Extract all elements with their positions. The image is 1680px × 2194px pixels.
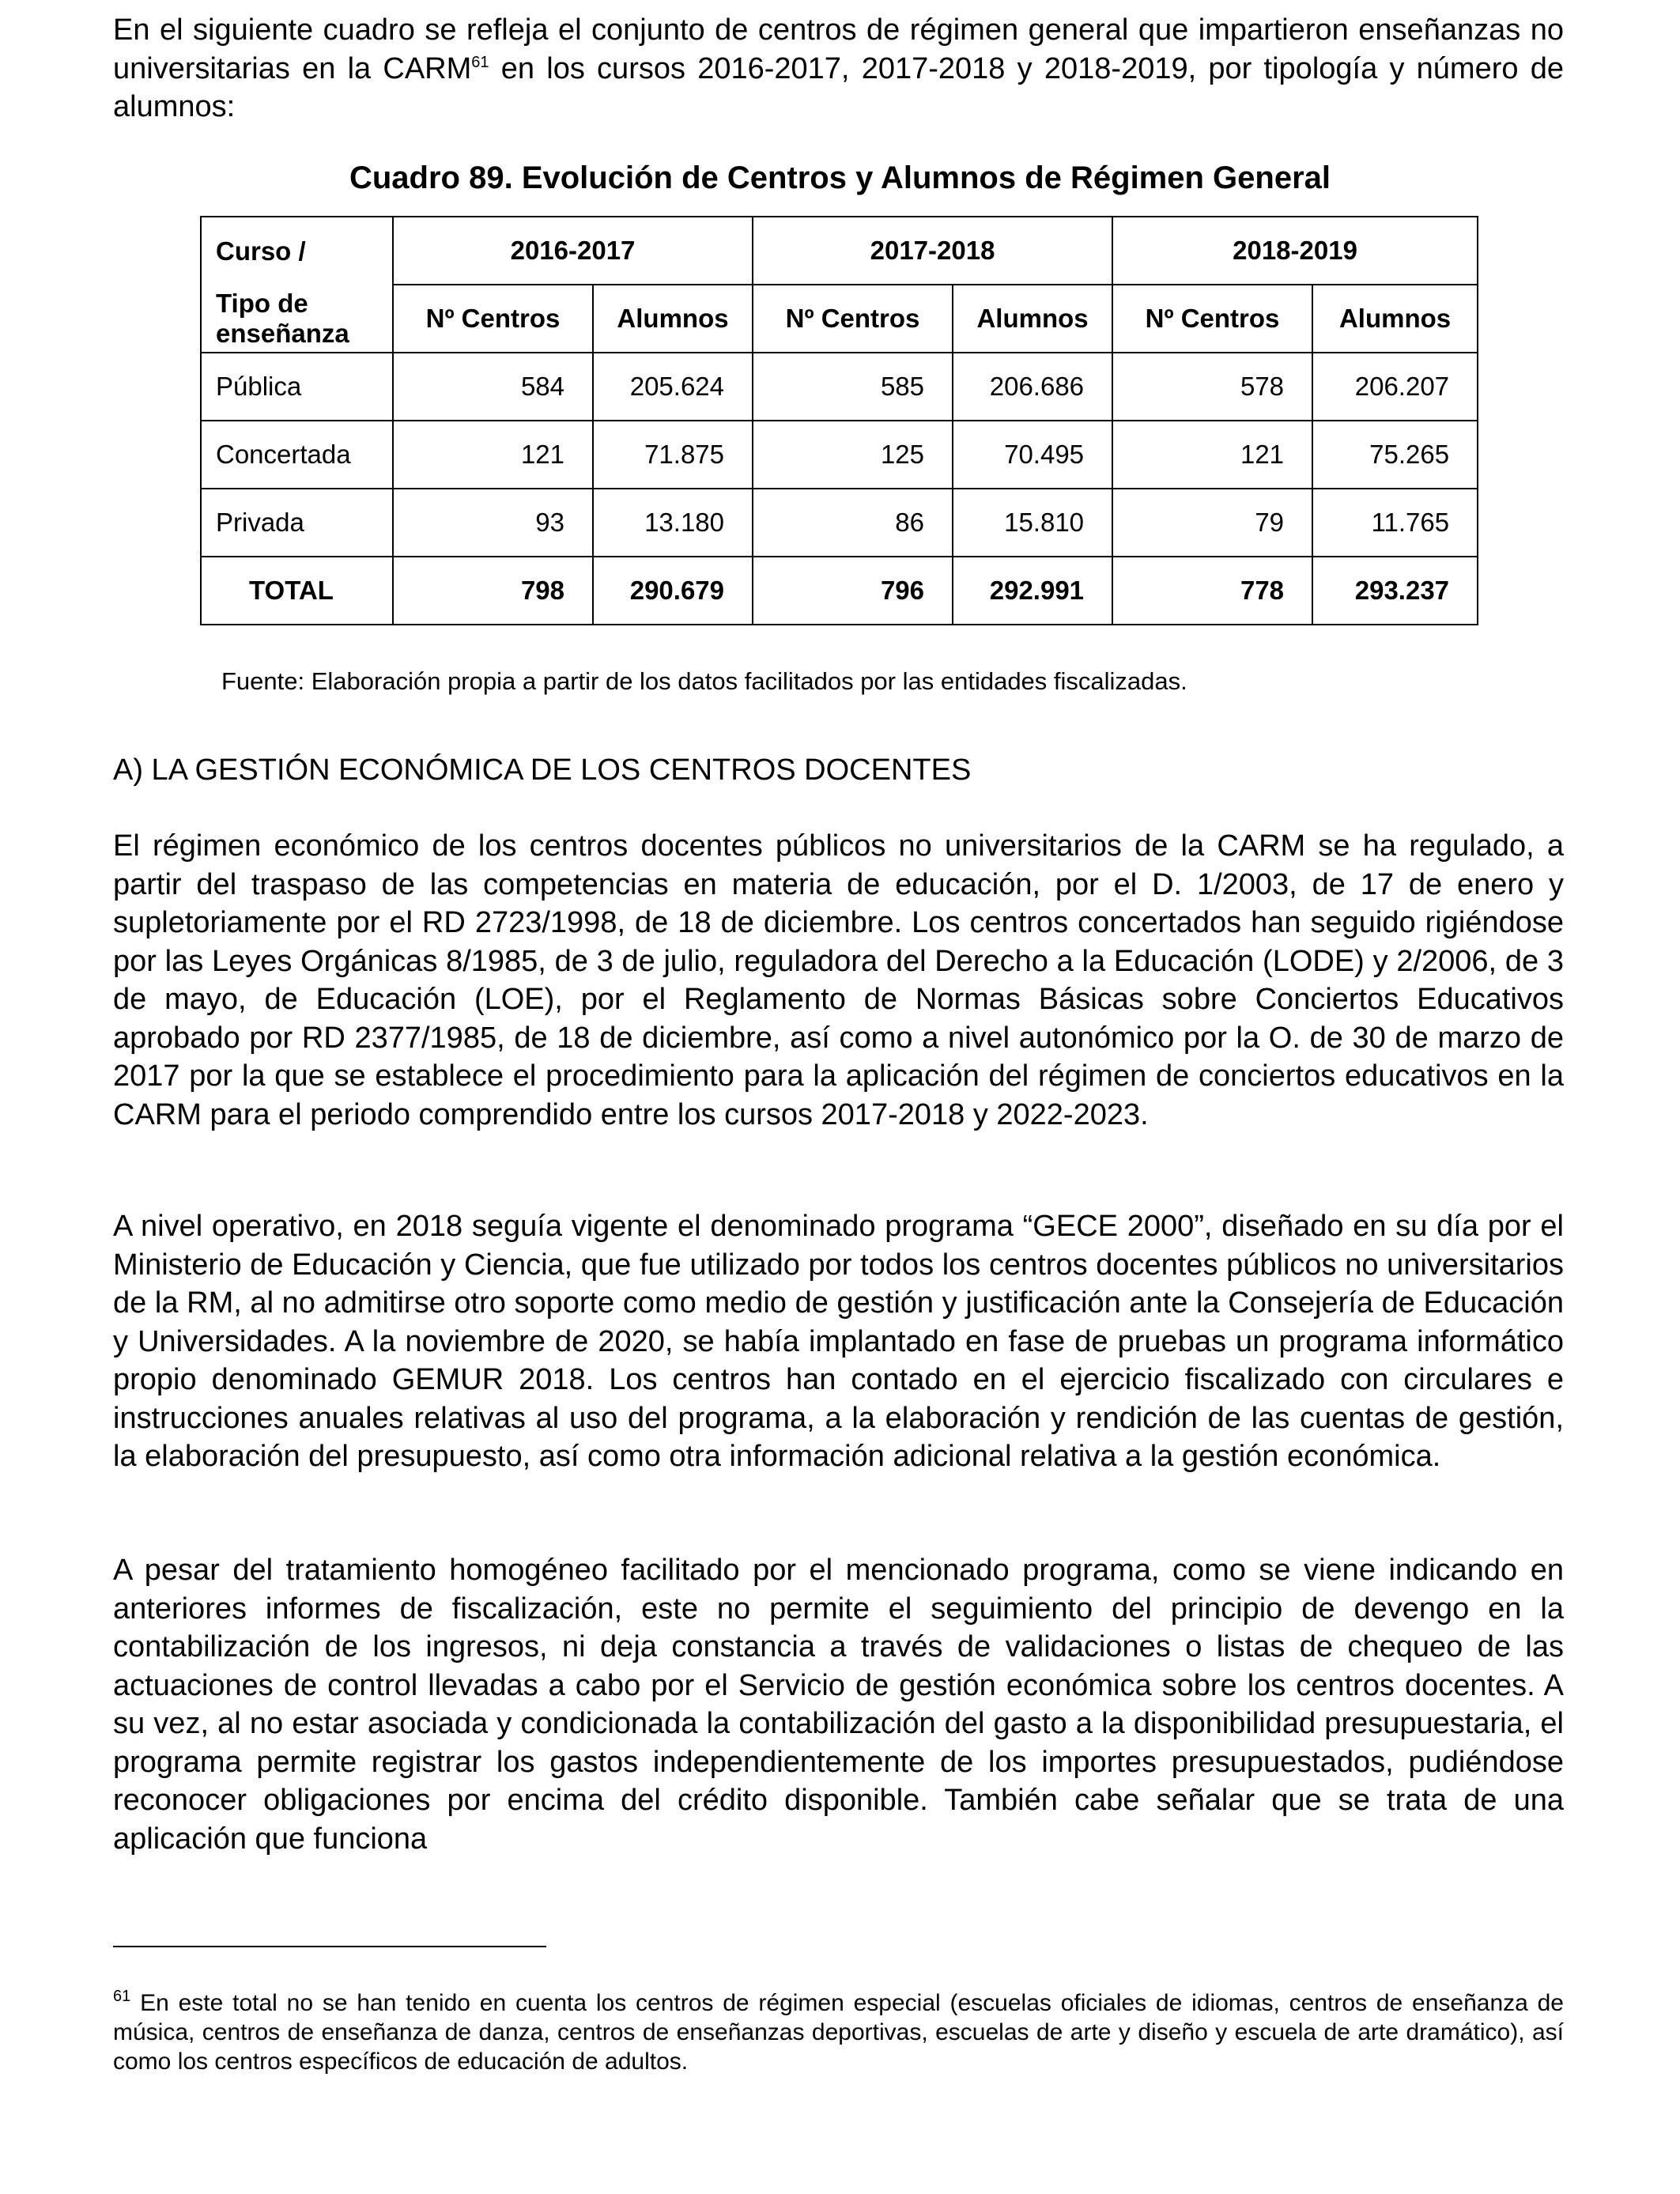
- cell-alumnos: 15.810: [953, 489, 1112, 557]
- total-centros: 798: [393, 557, 593, 625]
- row-label: Privada: [201, 489, 393, 557]
- total-alumnos: 293.237: [1312, 557, 1478, 625]
- table-row: [201, 489, 1478, 557]
- intro-text-end: en los cursos 2016-2017, 2017-2018 y 2018-2019, por tipología y número de alumnos:: [113, 51, 1565, 123]
- footnote-text: En este total no se han tenido en cuenta los centros de régimen especial (escuelas oficiales de idiomas, centros de enseñanza de música, centros de enseñanza de danza, centros de enseñanzas deportivas, escuelas de arte y diseño y escuela de arte dramático), así como los centros específicos de educación de adultos.: [113, 1990, 1564, 2075]
- cell-centros: 578: [1112, 353, 1312, 421]
- cell-alumnos: 206.207: [1312, 353, 1478, 421]
- column-header-alumnos: Alumnos: [953, 285, 1112, 353]
- cell-alumnos: 11.765: [1312, 489, 1478, 557]
- row-label: Concertada: [201, 421, 393, 489]
- total-label: TOTAL: [201, 557, 393, 625]
- cell-centros: 121: [1112, 421, 1312, 489]
- paragraph: El régimen económico de los centros docentes públicos no universitarios de la CARM se ha regulado, a partir del traspaso de las competencias en materia de educación, por el D. 1/2003, de 17 de enero y supletoriamente por el RD 2723/1998, de 18 de diciembre. Los centros concertados han seguido rigiéndose por las Leyes Orgánicas 8/1985, de 3 de julio, reguladora del Derecho a la Educación (LODE) y 2/2006, de 3 de mayo, de Educación (LOE), por el Reglamento de Normas Básicas sobre Conciertos Educativos aprobado por RD 2377/1985, de 18 de diciembre, así como a nivel autonómico por la O. de 30 de marzo de 2017 por la que se establece el procedimiento para la aplicación del régimen de conciertos educativos en la CARM para el periodo comprendido entre los cursos 2017-2018 y 2022-2023.: [113, 829, 1564, 1131]
- row-label: Pública: [201, 353, 393, 421]
- cell-centros: 125: [753, 421, 953, 489]
- total-centros: 778: [1112, 557, 1312, 625]
- column-header-centros: Nº Centros: [393, 285, 593, 353]
- footnote-number: 61: [113, 1988, 131, 2005]
- stub-header-top: Curso /: [201, 217, 393, 285]
- table-header-row-years: [201, 217, 1478, 285]
- column-header-alumnos: Alumnos: [593, 285, 753, 353]
- total-alumnos: 290.679: [593, 557, 753, 625]
- cell-centros: 584: [393, 353, 593, 421]
- table-title: Cuadro 89. Evolución de Centros y Alumnos de Régimen General: [349, 160, 1331, 195]
- section-heading: A) LA GESTIÓN ECONÓMICA DE LOS CENTROS DOCENTES: [113, 753, 972, 787]
- intro-paragraph: [113, 11, 1564, 127]
- footnote-divider: [113, 1946, 546, 1947]
- cell-alumnos: 206.686: [953, 353, 1112, 421]
- column-header-alumnos: Alumnos: [1312, 285, 1478, 353]
- footnote-ref[interactable]: 61: [471, 53, 489, 71]
- year-header: 2017-2018: [753, 217, 1112, 285]
- intro-text: En el siguiente cuadro se refleja el conjunto de centros de régimen general que impartieron enseñanzas no universitarias en la CARM: [113, 13, 1564, 85]
- column-header-centros: Nº Centros: [1112, 285, 1312, 353]
- total-centros: 796: [753, 557, 953, 625]
- table-header-row-columns: [201, 285, 1478, 353]
- centros-table: [200, 216, 1478, 625]
- paragraph: A pesar del tratamiento homogéneo facilitado por el mencionado programa, como se viene indicando en anteriores informes de fiscalización, este no permite el seguimiento del principio de devengo en la contabilización de los ingresos, ni deja constancia a través de validaciones o listas de chequeo de las actuaciones de control llevadas a cabo por el Servicio de gestión económica sobre los centros docentes. A su vez, al no estar asociada y condicionada la contabilización del gasto a la disponibilidad presupuestaria, el programa permite registrar los gastos independientemente de los importes presupuestados, pudiéndose reconocer obligaciones por encima del crédito disponible. También cabe señalar que se trata de una aplicación que funciona: [113, 1554, 1564, 1856]
- table-row: [201, 353, 1478, 421]
- cell-alumnos: 205.624: [593, 353, 753, 421]
- cell-centros: 121: [393, 421, 593, 489]
- column-header-centros: Nº Centros: [753, 285, 953, 353]
- cell-alumnos: 70.495: [953, 421, 1112, 489]
- cell-centros: 93: [393, 489, 593, 557]
- footnote: [113, 1988, 1564, 2076]
- cell-alumnos: 71.875: [593, 421, 753, 489]
- year-header: 2016-2017: [393, 217, 753, 285]
- total-alumnos: 292.991: [953, 557, 1112, 625]
- table-total-row: [201, 557, 1478, 625]
- cell-alumnos: 13.180: [593, 489, 753, 557]
- cell-centros: 585: [753, 353, 953, 421]
- cell-centros: 86: [753, 489, 953, 557]
- table-source: Fuente: Elaboración propia a partir de los datos facilitados por las entidades fiscalizadas.: [221, 667, 1187, 695]
- cell-centros: 79: [1112, 489, 1312, 557]
- table-row: [201, 421, 1478, 489]
- paragraph: A nivel operativo, en 2018 seguía vigente el denominado programa “GECE 2000”, diseñado en su día por el Ministerio de Educación y Ciencia, que fue utilizado por todos los centros docentes públicos no universitarios de la RM, al no admitirse otro soporte como medio de gestión y justificación ante la Consejería de Educación y Universidades. A la noviembre de 2020, se había implantado en fase de pruebas un programa informático propio denominado GEMUR 2018. Los centros han contado en el ejercicio fiscalizado con circulares e instrucciones anuales relativas al uso del programa, a la elaboración y rendición de las cuentas de gestión, la elaboración del presupuesto, así como otra información adicional relativa a la gestión económica.: [113, 1210, 1564, 1473]
- cell-alumnos: 75.265: [1312, 421, 1478, 489]
- year-header: 2018-2019: [1112, 217, 1478, 285]
- stub-header-bottom: Tipo de enseñanza: [201, 285, 393, 353]
